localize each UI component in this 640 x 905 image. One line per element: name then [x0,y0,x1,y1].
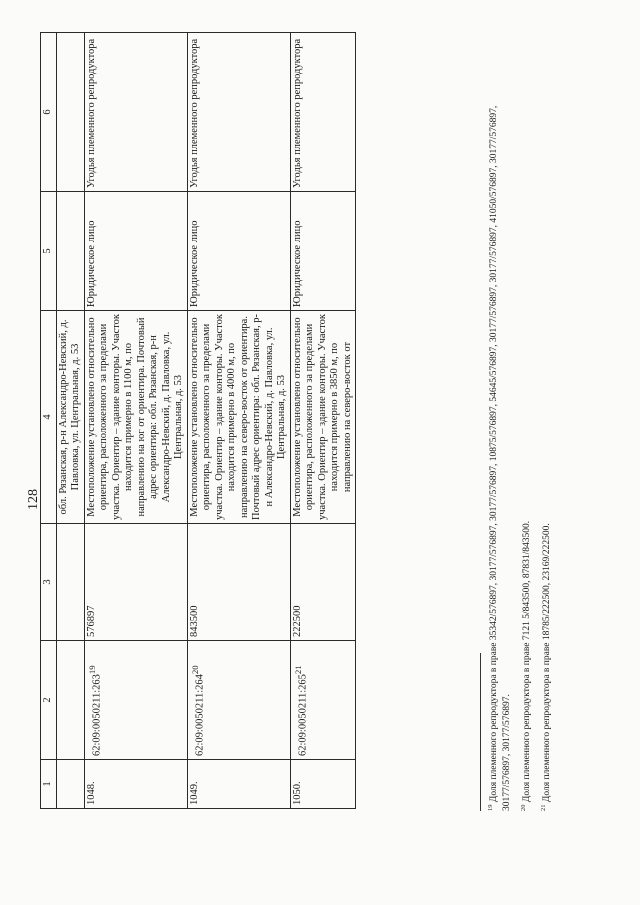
footnote-divider [480,653,481,811]
footnote [484,81,514,811]
cadastral-number: 62:09:0050211:263 [91,674,102,756]
table-row [84,33,187,809]
footnote-text: Доля племенного репродуктора в праве 18785/222500, 23169/222500. [542,523,553,803]
cadastral-number-cell [187,641,290,760]
table-row [187,33,290,809]
row-number: 1048. [84,760,187,809]
footnote-ref: 19 [86,665,97,675]
owner-type: Юридическое лицо [290,192,356,311]
cadastral-number-cell [290,641,356,760]
land-plots-table [40,32,356,809]
page-number: 128 [26,489,41,510]
land-use-type: Угодья племенного репродуктора [187,33,290,192]
cadastral-number: 62:09:0050211:265 [297,674,308,756]
column-header: 3 [41,524,57,641]
cadastral-number: 62:09:0050211:264 [194,674,205,756]
column-header: 4 [41,311,57,524]
footnote-ref: 21 [292,665,303,675]
row-number: 1049. [187,760,290,809]
footnote-mark: 20 [520,804,528,811]
owner-type: Юридическое лицо [84,192,187,311]
owner-type: Юридическое лицо [187,192,290,311]
row-number: 1050. [290,760,356,809]
column-header: 2 [41,641,57,760]
area-value: 222500 [290,524,356,641]
footnote [537,81,554,811]
column-header: 1 [41,760,57,809]
table-header-row [41,33,57,809]
footnote-ref: 20 [189,665,200,675]
table-row [290,33,356,809]
cadastral-number-cell [84,641,187,760]
location-description: Местоположение установлено относительно ориентира, расположенного за пределами участка. Ориентир – здание конторы. Участок находится примерно в 1100 м, по направлению на юг от ориентира. Почтовый адрес ориентира: обл. Рязанская, р-н Александро-Невский, д. Павловка, ул. Центральная, д. 53 [84,311,187,524]
column-header: 6 [41,33,57,192]
continued-address: обл. Рязанская, р-н Александро-Невский, д. Павловка, ул. Центральная, д. 53 [56,311,84,524]
footnote-mark: 19 [487,804,494,811]
location-description: Местоположение установлено относительно ориентира, расположенного за пределами участка. Ориентир – здание конторы. Участок находится примерно в 4000 м, по направлению на северо-восток от ориентира. Почтовый адрес ориентира: обл. Рязанская, р-н Александро-Невский, д. Павловка, ул. Центральная, д. 53 [187,311,290,524]
land-use-type: Угодья племенного репродуктора [84,33,187,192]
footnote [517,81,534,811]
land-use-type: Угодья племенного репродуктора [290,33,356,192]
footnote-mark: 21 [540,804,548,811]
footnotes [484,81,557,811]
area-value: 576897 [84,524,187,641]
location-description: Местоположение установлено относительно ориентира, расположенного за пределами участка. Ориентир – здание конторы. Участок находится примерно в 3850 м, по направлению на северо-восток от [290,311,356,524]
footnote-text: Доля племенного репродуктора в праве 7121 5/843500, 87831/843500. [522,520,533,803]
table-row-continued [56,33,84,809]
area-value: 843500 [187,524,290,641]
column-header: 5 [41,192,57,311]
footnote-text: Доля племенного репродуктора в праве 35342/576897, 30177/576897, 30177/576897, 10875/576897, 54645/576897, 30177/576897, 30177/576897, 41050/576897, 30177/576897, 30177/576897, 30177/576897. [489,105,513,811]
